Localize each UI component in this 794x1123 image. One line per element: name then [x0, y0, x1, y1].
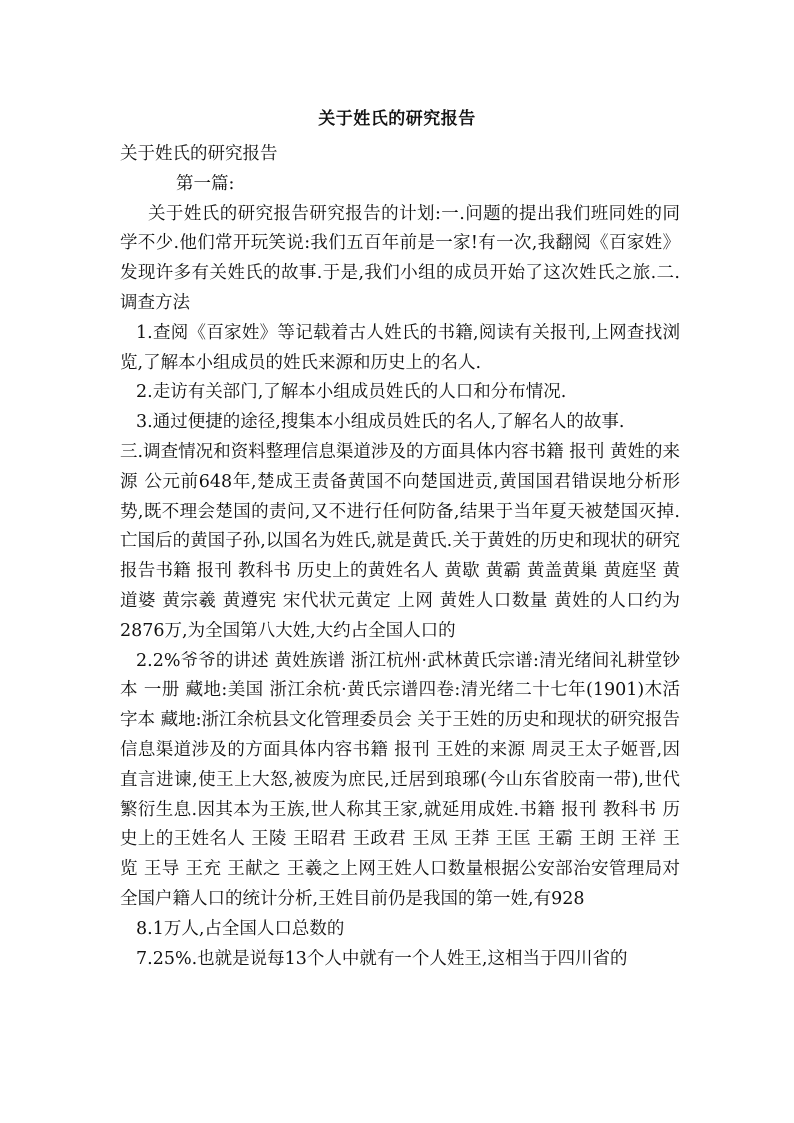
- document-title: 关于姓氏的研究报告: [318, 109, 476, 129]
- document-subtitle: 关于姓氏的研究报告: [120, 144, 278, 164]
- paragraph-method-2: 2.走访有关部门,了解本小组成员姓氏的人口和分布情况.: [136, 382, 567, 403]
- paragraph-method-3: 3.通过便捷的途径,搜集本小组成员姓氏的名人,了解名人的故事.: [136, 412, 625, 433]
- paragraph-wang-surname: 2.2%爷爷的讲述 黄姓族谱 浙江杭州·武林黄氏宗谱:清光绪间礼耕堂钞本 一册 藏地:美国 浙江余杭·黄氏宗谱四卷:清光绪二十七年(1901)木活字本 藏地:浙江余杭县文化管理委员会 关于王姓的历史和现状的研究报告信息渠道涉及的方面具体内容书籍 报刊 王姓的来源 周灵王太子姬晋,因直言进谏,使王上大怒,被废为庶民,迁居到琅琊(今山东省胶南一带),世代繁衍生息.因其本为王族,世人称其王家,就延用成姓.书籍 报刊 教科书 历史上的王姓名人 王陵 王昭君 王政君 王凤 王莽 王匡 王霸 王朗 王祥 王览 王导 王充 王献之 王羲之上网王姓人口数量根据公安部治安管理局对全国户籍人口的统计分析,王姓目前仍是我国的第一姓,有928: [120, 650, 680, 909]
- paragraph-method-1: 1.查阅《百家姓》等记载着古人姓氏的书籍,阅读有关报刊,上网查找浏览,了解本小组成员的姓氏来源和历史上的名人.: [120, 322, 680, 373]
- paragraph-intro: 关于姓氏的研究报告研究报告的计划:一.问题的提出我们班同姓的同学不少.他们常开玩笑说:我们五百年前是一家!有一次,我翻阅《百家姓》发现许多有关姓氏的故事.于是,我们小组的成员开始了这次姓氏之旅.二.调查方法: [120, 203, 680, 313]
- paragraph-huang-surname: 三.调查情况和资料整理信息渠道涉及的方面具体内容书籍 报刊 黄姓的来源 公元前648年,楚成王责备黄国不向楚国进贡,黄国国君错误地分析形势,既不理会楚国的责问,又不进行任何防备,结果于当年夏天被楚国灭掉.亡国后的黄国子孙,以国名为姓氏,就是黄氏.关于黄姓的历史和现状的研究报告书籍 报刊 教科书 历史上的黄姓名人 黄歇 黄霸 黄盖黄巢 黄庭坚 黄道婆 黄宗羲 黄遵宪 宋代状元黄定 上网 黄姓人口数量 黄姓的人口约为2876万,为全国第八大姓,大约占全国人口的: [120, 441, 680, 641]
- paragraph-wang-population: 8.1万人,占全国人口总数的: [136, 918, 345, 939]
- chapter-heading: 第一篇:: [176, 173, 235, 194]
- document-body: [120, 140, 680, 974]
- paragraph-wang-percentage: 7.25%.也就是说每13个人中就有一个人姓王,这相当于四川省的: [136, 948, 628, 969]
